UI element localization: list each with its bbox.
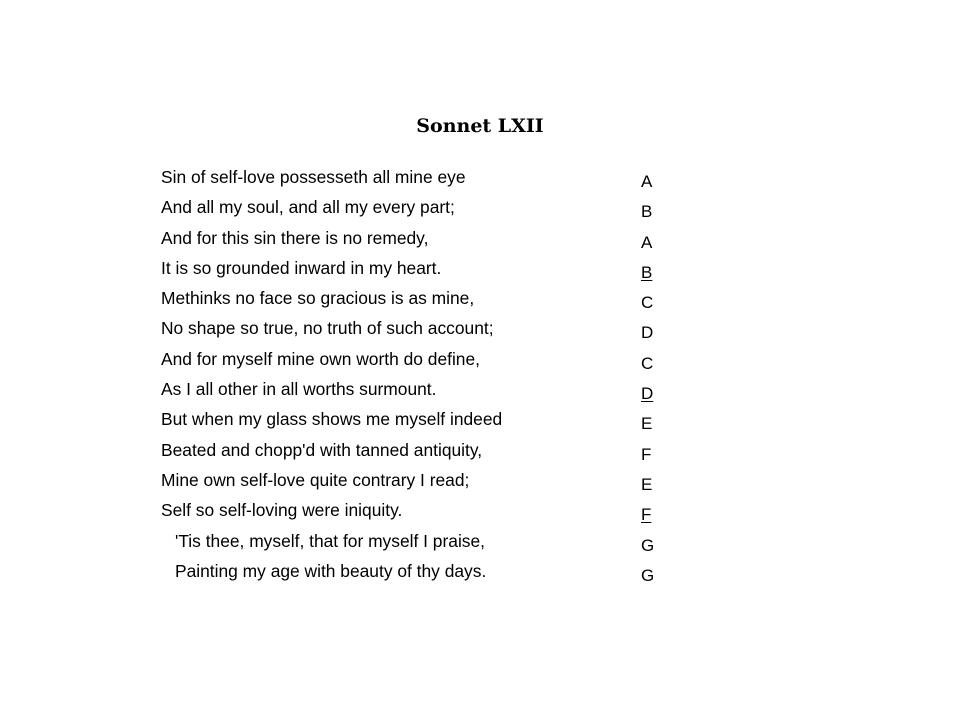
poem-line [161, 346, 681, 376]
poem-line [161, 558, 681, 588]
rhyme-letter: A [641, 232, 653, 252]
line-text: Painting my age with beauty of thy days. [175, 560, 487, 581]
poem-line [161, 255, 681, 285]
poem-line [161, 528, 681, 558]
line-text: Mine own self-love quite contrary I read; [161, 469, 470, 490]
line-text: As I all other in all worths surmount. [161, 379, 437, 400]
line-text: Methinks no face so gracious is as mine, [161, 288, 475, 309]
poem-line [161, 225, 681, 255]
line-text: No shape so true, no truth of such account; [161, 318, 494, 339]
line-text: And all my soul, and all my every part; [161, 197, 455, 218]
rhyme-letter: G [641, 565, 655, 585]
poem-line [161, 164, 681, 194]
rhyme-letter-underlined: F [641, 505, 652, 525]
poem-line [161, 285, 681, 315]
poem-line [161, 467, 681, 497]
poem-line [161, 194, 681, 224]
poem-line [161, 315, 681, 345]
poem-body [161, 164, 681, 588]
rhyme-letter: E [641, 474, 653, 494]
rhyme-letter: F [641, 444, 652, 464]
rhyme-letter: E [641, 414, 653, 434]
line-text: And for myself mine own worth do define, [161, 348, 480, 369]
line-text: Self so self-loving were iniquity. [161, 500, 403, 521]
poem-line [161, 437, 681, 467]
poem-line [161, 376, 681, 406]
line-text: And for this sin there is no remedy, [161, 227, 429, 248]
poem-title [0, 113, 960, 139]
rhyme-letter: A [641, 172, 653, 191]
rhyme-letter-underlined: B [641, 262, 653, 282]
line-text: Sin of self-love possesseth all mine eye [161, 167, 466, 187]
poem-line [161, 497, 681, 527]
rhyme-letter: B [641, 202, 653, 222]
poem-line [161, 406, 681, 436]
rhyme-letter: C [641, 353, 654, 373]
rhyme-letter: C [641, 293, 654, 313]
line-text: But when my glass shows me myself indeed [161, 409, 503, 430]
line-text: 'Tis thee, myself, that for myself I praise, [175, 530, 486, 551]
poem-title-text: Sonnet LXII [416, 115, 544, 137]
rhyme-letter: G [641, 535, 655, 555]
line-text: Beated and chopp'd with tanned antiquity, [161, 439, 483, 460]
rhyme-letter: D [641, 323, 654, 343]
rhyme-letter-underlined: D [641, 384, 654, 404]
line-text: It is so grounded inward in my heart. [161, 257, 442, 278]
